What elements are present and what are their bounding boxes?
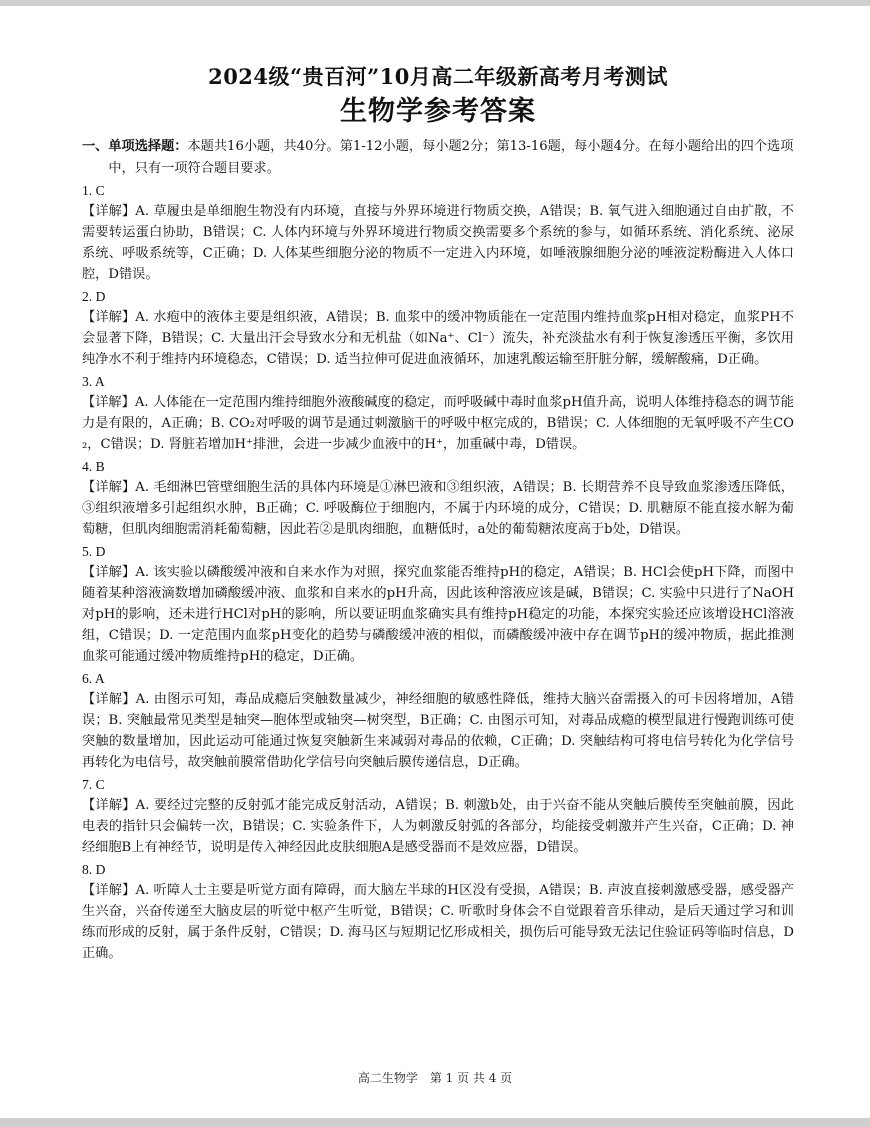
page-footer: 高二生物学 第 1 页 共 4 页 xyxy=(357,1071,513,1085)
answer-number: 1. C xyxy=(82,183,105,199)
answer-detail: 【详解】A. 该实验以磷酸缓冲液和自来水作为对照，探究血浆能否维持pH的稳定，A错误；B. HCl会使pH下降，而图中随着某种溶液滴数增加磷酸缓冲液、血浆和自来水的pH升高，因此该种溶液应该是碱，B错误；C. 实验中只进行了NaOH对pH的影响，还未进行HCl对pH的影响，所以要证明血浆确实具有维持pH稳定的功能，本探究实验还应该增设HCl溶液组，C错误；D. 一定范围内血浆pH变化的趋势与磷酸缓冲液的相似，而磷酸缓冲液中存在调节pH的缓冲物质，据此推测血浆可能通过缓冲物质维持pH的稳定，D正确。 xyxy=(82,565,794,665)
answer-number: 5. D xyxy=(82,544,106,560)
section-label: 一、单项选择题： xyxy=(82,139,188,154)
page-content xyxy=(82,62,794,964)
answer-detail: 【详解】A. 由图示可知，毒品成瘾后突触数量减少，神经细胞的敏感性降低，维持大脑兴奋需摄入的可卡因将增加，A错误；B. 突触最常见类型是轴突—胞体型或轴突—树突型，B正确；C. 由图示可知，对毒品成瘾的模型鼠进行慢跑训练可使突触的数量增加，因此运动可能通过恢复突触新生来减弱对毒品的依赖，C正确；D. 突触结构可将电信号转化为化学信号再转化为电信号，故突触前膜常借助化学信号向突触后膜传递信息，D正确。 xyxy=(82,692,794,771)
answer-detail: 【详解】A. 人体能在一定范围内维持细胞外液酸碱度的稳定，而呼吸碱中毒时血浆pH值升高，说明人体维持稳态的调节能力是有限的，A正确；B. CO₂对呼吸的调节是通过刺激脑干的呼吸中枢完成的，B错误；C. 人体细胞的无氧呼吸不产生CO₂，C错误；D. 肾脏若增加H⁺排泄，会进一步减少血液中的H⁺，加重碱中毒，D错误。 xyxy=(82,395,794,453)
answer-number: 2. D xyxy=(82,289,106,305)
answer-detail: 【详解】A. 要经过完整的反射弧才能完成反射活动，A错误；B. 刺激b处，由于兴奋不能从突触后膜传至突触前膜，因此电表的指针只会偏转一次，B错误；C. 实验条件下，人为刺激反射弧的各部分，均能接受刺激并产生兴奋，C正确；D. 神经细胞B上有神经节，说明是传入神经因此皮肤细胞A是感受器而不是效应器，D错误。 xyxy=(82,798,794,856)
answer-detail: 【详解】A. 听障人士主要是听觉方面有障碍，而大脑左半球的H区没有受损，A错误；B. 声波直接刺激感受器，感受器产生兴奋，兴奋传递至大脑皮层的听觉中枢产生听觉，B错误；C. 听歌时身体会不自觉跟着音乐律动，是后天通过学习和训练而形成的反射，属于条件反射，C错误；D. 海马区与短期记忆形成相关，损伤后可能导致无法记住验证码等临时信息，D正确。 xyxy=(82,883,794,962)
viewer-bottom-bar xyxy=(0,1118,870,1127)
answer-number: 3. A xyxy=(82,374,105,390)
answer-number: 4. B xyxy=(82,459,105,475)
exam-title: 2024级“贵百河”10月高二年级新高考月考测试 xyxy=(208,64,668,89)
answer-detail: 【详解】A. 水疱中的液体主要是组织液，A错误；B. 血浆中的缓冲物质能在一定范围内维持血浆pH相对稳定，血浆PH不会显著下降，B错误；C. 大量出汗会导致水分和无机盐（如Na⁺、Cl⁻）流失，补充淡盐水有利于恢复渗透压平衡，多饮用纯净水不利于维持内环境稳态，C错误；D. 适当拉伸可促进血液循环，加速乳酸运输至肝脏分解，缓解酸痛，D正确。 xyxy=(82,310,794,368)
document-page xyxy=(0,6,870,1118)
answer-detail: 【详解】A. 草履虫是单细胞生物没有内环境，直接与外界环境进行物质交换，A错误；B. 氧气进入细胞通过自由扩散，不需要转运蛋白协助，B错误；C. 人体内环境与外界环境进行物质交换需要多个系统的参与，如循环系统、消化系统、泌尿系统、呼吸系统等，C正确；D. 人体某些细胞分泌的物质不一定进入内环境，如唾液腺细胞分泌的唾液淀粉酶进入人体口腔，D错误。 xyxy=(82,204,794,283)
answer-number: 8. D xyxy=(82,862,106,878)
answer-key-title: 生物学参考答案 xyxy=(340,96,536,127)
answer-number: 7. C xyxy=(82,777,105,793)
answer-number: 6. A xyxy=(82,671,105,687)
answer-detail: 【详解】A. 毛细淋巴管壁细胞生活的具体内环境是①淋巴液和③组织液，A错误；B. 长期营养不良导致血浆渗透压降低，③组织液增多引起组织水肿，B正确；C. 呼吸酶位于细胞内，不属于内环境的成分，C错误；D. 肌糖原不能直接水解为葡萄糖，但肌肉细胞需消耗葡萄糖，因此若②是肌肉细胞，血糖低时，a处的葡萄糖浓度高于b处，D错误。 xyxy=(82,480,794,538)
section-text: 本题共16小题，共40分。第1-12小题，每小题2分；第13-16题，每小题4分。在每小题给出的四个选项中，只有一项符合题目要求。 xyxy=(108,139,794,176)
section-instructions xyxy=(82,136,794,179)
